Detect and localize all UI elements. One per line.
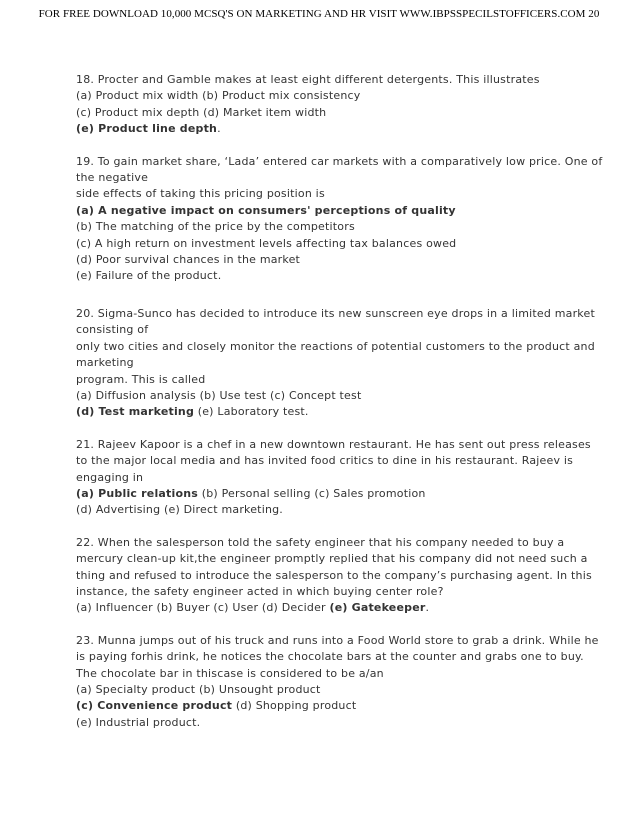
question-20-options-abc: (a) Diffusion analysis (b) Use test (c) Concept test	[76, 388, 362, 402]
question-20-text-5: program. This is called	[76, 372, 206, 386]
question-19-option-e: (e) Failure of the product.	[76, 269, 222, 283]
question-20-text-3: only two cities and closely monitor the reactions of potential customers to the product and	[76, 339, 595, 353]
question-19	[76, 154, 616, 285]
question-20	[76, 306, 616, 421]
question-22-text-1: 22. When the salesperson told the safety engineer that his company needed to buy a	[76, 535, 565, 549]
question-19-text-3: side effects of taking this pricing position is	[76, 187, 325, 201]
question-19-answer: (a) A negative impact on consumers' perceptions of quality	[76, 203, 456, 217]
question-21-answer-tail: (b) Personal selling (c) Sales promotion	[198, 486, 426, 500]
question-20-answer-line	[76, 404, 616, 420]
question-22	[76, 535, 616, 617]
question-19-option-c: (c) A high return on investment levels affecting tax balances owed	[76, 236, 457, 250]
question-19-text-1: 19. To gain market share, ‘Lada’ entered car markets with a comparatively low price. One of	[76, 154, 603, 168]
document-body	[76, 72, 616, 731]
question-21-text-1: 21. Rajeev Kapoor is a chef in a new downtown restaurant. He has sent out press releases	[76, 437, 591, 451]
question-18-answer: (e) Product line depth	[76, 122, 218, 136]
question-21-answer-line	[76, 486, 616, 502]
question-18-options-ab: (a) Product mix width (b) Product mix consistency	[76, 89, 361, 103]
question-19-option-b: (b) The matching of the price by the competitors	[76, 220, 355, 234]
question-18-text: 18. Procter and Gamble makes at least eight different detergents. This illustrates	[76, 73, 540, 86]
question-20-answer: (d) Test marketing	[76, 405, 195, 419]
question-23-text-3: The chocolate bar in thiscase is considered to be a/an	[76, 666, 384, 680]
question-19-text-2: the negative	[76, 171, 149, 185]
question-23-answer-line	[76, 698, 616, 714]
page-header: FOR FREE DOWNLOAD 10,000 MCSQ'S ON MARKETING AND HR VISIT WWW.IBPSSPECILSTOFFICERS.COM 20	[38, 8, 600, 20]
question-20-answer-tail: (e) Laboratory test.	[194, 405, 309, 419]
question-18	[76, 72, 616, 138]
question-19-option-d: (d) Poor survival chances in the market	[76, 253, 301, 267]
question-22-options: (a) Influencer (b) Buyer (c) User (d) Decider	[76, 601, 330, 615]
question-23-answer-tail: (d) Shopping product	[232, 699, 357, 713]
question-23-text-1: 23. Munna jumps out of his truck and runs into a Food World store to grab a drink. While he	[76, 633, 599, 647]
question-22-text-3: thing and refused to introduce the salesperson to the company’s purchasing agent. In this	[76, 568, 592, 582]
question-23-text-2: is paying forhis drink, he notices the chocolate bars at the counter and grabs one to buy.	[76, 650, 584, 664]
question-20-text-4: marketing	[76, 356, 134, 370]
question-20-text-1: 20. Sigma-Sunco has decided to introduce its new sunscreen eye drops in a limited market	[76, 306, 595, 320]
question-18-options-cd: (c) Product mix depth (d) Market item width	[76, 105, 327, 119]
question-23-option-e: (e) Industrial product.	[76, 715, 201, 729]
question-18-answer-tail: .	[217, 122, 221, 136]
question-22-answer-line	[76, 600, 616, 616]
question-21-text-3: engaging in	[76, 470, 144, 484]
question-22-text-2: mercury clean-up kit,the engineer promptly replied that his company did not need such a	[76, 552, 588, 566]
question-21-text-2: to the major local media and has invited food critics to dine in his restaurant. Rajeev is	[76, 454, 574, 468]
question-22-text-4: instance, the safety engineer acted in which buying center role?	[76, 584, 444, 598]
question-21-options-de: (d) Advertising (e) Direct marketing.	[76, 503, 284, 517]
question-22-answer: (e) Gatekeeper	[329, 601, 426, 615]
question-20-text-2: consisting of	[76, 323, 149, 337]
question-23	[76, 633, 616, 731]
question-23-options-ab: (a) Specialty product (b) Unsought product	[76, 683, 321, 696]
question-21-answer: (a) Public relations	[76, 486, 199, 500]
question-18-answer-line	[76, 121, 616, 137]
question-21	[76, 437, 616, 519]
question-23-answer: (c) Convenience product	[76, 699, 233, 713]
question-22-answer-tail: .	[425, 601, 430, 615]
